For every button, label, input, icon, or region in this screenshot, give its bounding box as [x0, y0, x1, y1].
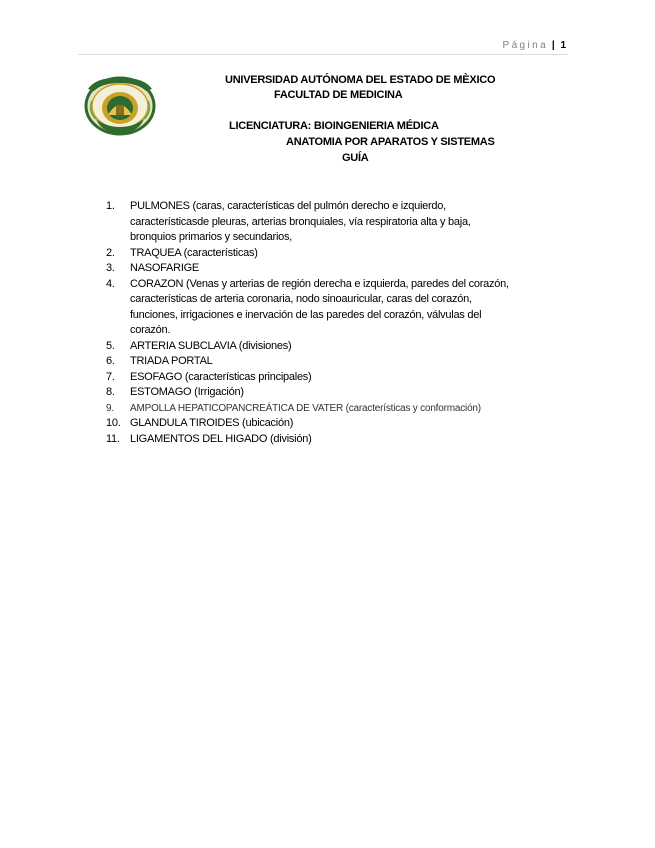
- page-header: [78, 36, 568, 55]
- university-title: UNIVERSIDAD AUTÓNOMA DEL ESTADO DE MÈXICO: [225, 74, 496, 86]
- faculty-title: FACULTAD DE MEDICINA: [274, 89, 403, 101]
- list-item: [106, 401, 556, 417]
- list-item: [106, 339, 556, 355]
- list-item: [106, 199, 556, 246]
- list-item-text: LIGAMENTOS DEL HIGADO (división): [130, 432, 312, 445]
- list-item: [106, 370, 556, 386]
- list-item-text: bronquios primarios y secundarios,: [130, 231, 293, 243]
- list-item-number: 1.: [106, 200, 115, 212]
- list-item-text: NASOFARIGE: [130, 262, 200, 274]
- list-item-text: ESTOMAGO (Irrigación): [130, 386, 244, 398]
- list-item-text: corazón.: [130, 324, 171, 336]
- list-item-number: 7.: [106, 370, 115, 383]
- list-item: [106, 246, 556, 262]
- list-item: [106, 261, 556, 277]
- list-item-number: 5.: [106, 339, 115, 352]
- list-item-text: TRIADA PORTAL: [130, 355, 213, 367]
- list-item-text: funciones, irrigaciones e inervación de las paredes del corazón, válvulas del: [130, 308, 482, 321]
- subject-title: ANATOMIA POR APARATOS Y SISTEMAS: [286, 136, 495, 148]
- list-item-number: 9.: [106, 402, 114, 414]
- list-item: [106, 416, 556, 432]
- list-item-number: 10.: [106, 417, 121, 429]
- list-item: [106, 385, 556, 401]
- list-item-text: característicasde pleuras, arterias bronquiales, vía respiratoria alta y baja,: [130, 215, 471, 228]
- list-item-text: características de arteria coronaria, nodo sinoauricular, caras del corazón,: [130, 293, 472, 305]
- list-item-number: 6.: [106, 355, 115, 367]
- list-item-text: GLANDULA TIROIDES (ubicación): [130, 417, 294, 429]
- page-number-value: 1: [560, 40, 566, 51]
- list-item-number: 11.: [106, 432, 120, 445]
- list-item-number: 3.: [106, 262, 115, 274]
- degree-title: LICENCIATURA: BIOINGENIERIA MÉDICA: [229, 120, 439, 132]
- list-item-number: 8.: [106, 386, 115, 398]
- list-item: [106, 432, 556, 448]
- list-item: [106, 277, 556, 339]
- page-number: [503, 39, 566, 53]
- university-seal-icon: [82, 75, 158, 137]
- page-word: Página: [502, 40, 549, 51]
- list-item-text: PULMONES (caras, características del pulmón derecho e izquierdo,: [130, 200, 446, 212]
- guide-title: GUÍA: [342, 152, 369, 164]
- list-item-text: ESOFAGO (características principales): [130, 370, 312, 383]
- list-item-text: TRAQUEA (características): [130, 246, 258, 259]
- list-item-number: 4.: [106, 277, 115, 290]
- list-item: [106, 354, 556, 370]
- list-item-text: AMPOLLA HEPATICOPANCREÁTICA DE VATER (características y conformación): [130, 402, 481, 414]
- list-item-text: CORAZON (Venas y arterias de región derecha e izquierda, paredes del corazón,: [130, 277, 509, 290]
- topic-list: [106, 199, 556, 447]
- list-item-number: 2.: [106, 246, 115, 259]
- list-item-text: ARTERIA SUBCLAVIA (divisiones): [130, 339, 292, 352]
- page-separator: |: [551, 40, 555, 51]
